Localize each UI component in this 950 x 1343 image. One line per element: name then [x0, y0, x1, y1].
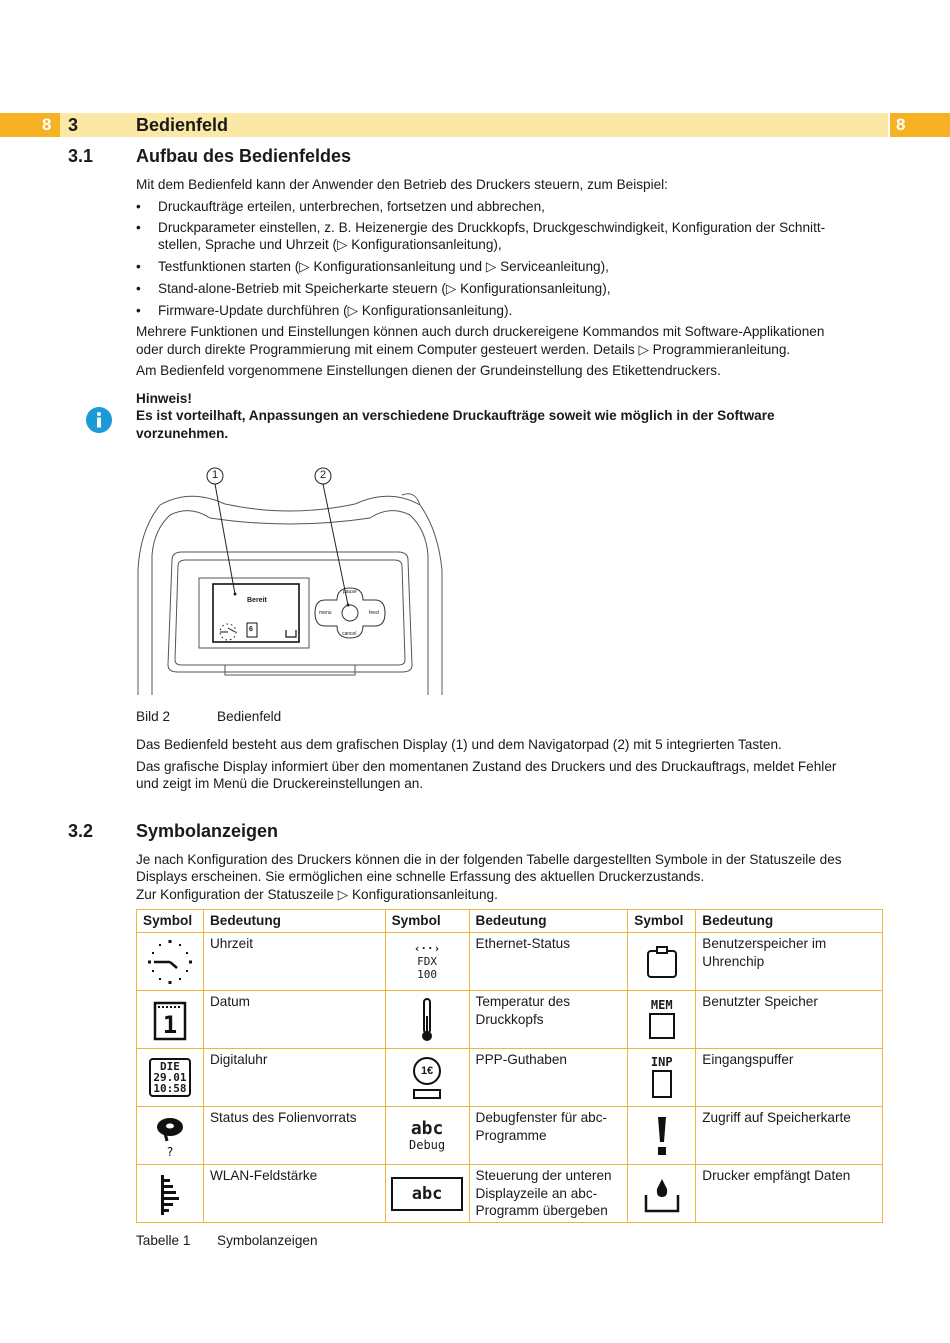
note-title: Hinweis!: [136, 391, 192, 406]
page-number-left-tab: [0, 113, 60, 137]
feed-button: feed: [369, 610, 379, 616]
table-cell: Benutzter Speicher: [696, 991, 883, 1049]
input-buffer-icon: INP: [628, 1049, 696, 1107]
table-cell: Datum: [203, 991, 385, 1049]
callout-1: 1: [212, 469, 219, 481]
table-cell: Drucker empfängt Daten: [696, 1165, 883, 1223]
figure-caption-label: Bild 2: [136, 709, 171, 724]
table-caption-label: Tabelle 1: [136, 1233, 191, 1248]
digital-clock-icon: DIE 29.01 10:58: [137, 1049, 204, 1107]
page-number-right-tab: [890, 113, 950, 137]
ethernet-status-icon: ‹··› FDX 100: [385, 933, 469, 991]
paragraph: Das Bedienfeld besteht aus dem grafischen Display (1) und dem Navigatorpad (2) mit 5 integrierten Tasten.: [136, 737, 782, 752]
note-text: vorzunehmen.: [136, 426, 229, 441]
section-number: 3.2: [68, 821, 94, 841]
ppp-credit-icon: 1€: [385, 1049, 469, 1107]
display-date-digit: 6: [249, 626, 253, 633]
table-header-row: [137, 910, 883, 933]
wlan-strength-icon: [137, 1165, 204, 1223]
section-number: 3.1: [68, 146, 94, 166]
paragraph: Das grafische Display informiert über den momentanen Zustand des Druckers und des Druckauftrags, meldet Fehler: [136, 759, 837, 774]
chapter-title: Bedienfeld: [136, 115, 229, 135]
svg-text:?: ?: [166, 1144, 174, 1159]
table-cell: Status des Folienvorrats: [203, 1107, 385, 1165]
table-cell: Eingangspuffer: [696, 1049, 883, 1107]
clock-icon: [137, 933, 204, 991]
chapter-number: 3: [68, 115, 79, 135]
table-cell: PPP-Guthaben: [469, 1049, 628, 1107]
table-header: Bedeutung: [696, 910, 883, 933]
table-row: [137, 933, 883, 991]
table-cell: Steuerung der unteren Displayzeile an abc-Programm übergeben: [469, 1165, 628, 1223]
paragraph: Am Bedienfeld vorgenommene Einstellungen dienen der Grundeinstellung des Etikettendruckers.: [136, 363, 721, 378]
intro-text: Mit dem Bedienfeld kann der Anwender den Betrieb des Druckers steuern, zum Beispiel:: [136, 177, 668, 192]
table-cell: Zugriff auf Speicherkarte: [696, 1107, 883, 1165]
debug-window-icon: abc Debug: [385, 1107, 469, 1165]
callout-2: 2: [320, 469, 327, 481]
table-caption-text: Symbolanzeigen: [217, 1233, 318, 1248]
receiving-data-icon: [628, 1165, 696, 1223]
memory-card-access-icon: [628, 1107, 696, 1165]
section-title: Aufbau des Bedienfeldes: [136, 146, 352, 166]
table-header: Bedeutung: [469, 910, 628, 933]
table-header: Symbol: [137, 910, 204, 933]
page-number-right: 8: [896, 115, 906, 134]
table-cell: Temperatur des Druckkopfs: [469, 991, 628, 1049]
table-cell: Debugfenster für abc-Programme: [469, 1107, 628, 1165]
paragraph: Zur Konfiguration der Statuszeile ▷ Konfigurationsanleitung.: [136, 887, 498, 902]
pause-button: pause: [343, 589, 357, 595]
calendar-day: 1: [162, 1010, 178, 1039]
table-row: [137, 1049, 883, 1107]
table-cell: WLAN-Feldstärke: [203, 1165, 385, 1223]
menu-button: menu: [319, 610, 332, 616]
chapter-header-bar: [60, 113, 888, 137]
paragraph: Displays erscheinen. Sie ermöglichen eine schnelle Erfassung des aktuellen Druckerzustands.: [136, 869, 705, 884]
table-header: Bedeutung: [203, 910, 385, 933]
table-row: [137, 991, 883, 1049]
table-cell: Ethernet-Status: [469, 933, 628, 991]
section-title: Symbolanzeigen: [136, 821, 279, 841]
paragraph: oder durch direkte Programmierung mit einem Computer gesteuert werden. Details ▷ Programmieranleitung.: [136, 342, 791, 357]
paragraph: Mehrere Funktionen und Einstellungen können auch durch druckereigene Kommandos mit Software-Applikationen: [136, 324, 825, 339]
table-cell: Digitaluhr: [203, 1049, 385, 1107]
memory-used-icon: MEM: [628, 991, 696, 1049]
cancel-button: cancel: [342, 631, 357, 637]
note-text: Es ist vorteilhaft, Anpassungen an verschiedene Druckaufträge soweit wie möglich in der Software: [136, 408, 775, 423]
user-memory-icon: [628, 933, 696, 991]
control-panel-figure: [130, 460, 450, 695]
calendar-icon: [137, 991, 204, 1049]
display-status-text: Bereit: [247, 597, 267, 604]
table-header: Symbol: [628, 910, 696, 933]
paragraph: und zeigt im Menü die Druckereinstellungen an.: [136, 776, 424, 791]
abc-line-control-icon: abc: [385, 1165, 469, 1223]
table-header: Symbol: [385, 910, 469, 933]
symbol-table: [136, 909, 883, 1223]
paragraph: Je nach Konfiguration des Druckers können die in der folgenden Tabelle dargestellten Symbole in der Statuszeile des: [136, 852, 842, 867]
table-cell: Benutzerspeicher im Uhrenchip: [696, 933, 883, 991]
table-row: [137, 1107, 883, 1165]
info-icon: [85, 406, 113, 439]
thermometer-icon: [385, 991, 469, 1049]
table-row: [137, 1165, 883, 1223]
table-cell: Uhrzeit: [203, 933, 385, 991]
ribbon-status-icon: [137, 1107, 204, 1165]
page-number-left: 8: [42, 115, 52, 134]
figure-caption-text: Bedienfeld: [217, 709, 282, 724]
